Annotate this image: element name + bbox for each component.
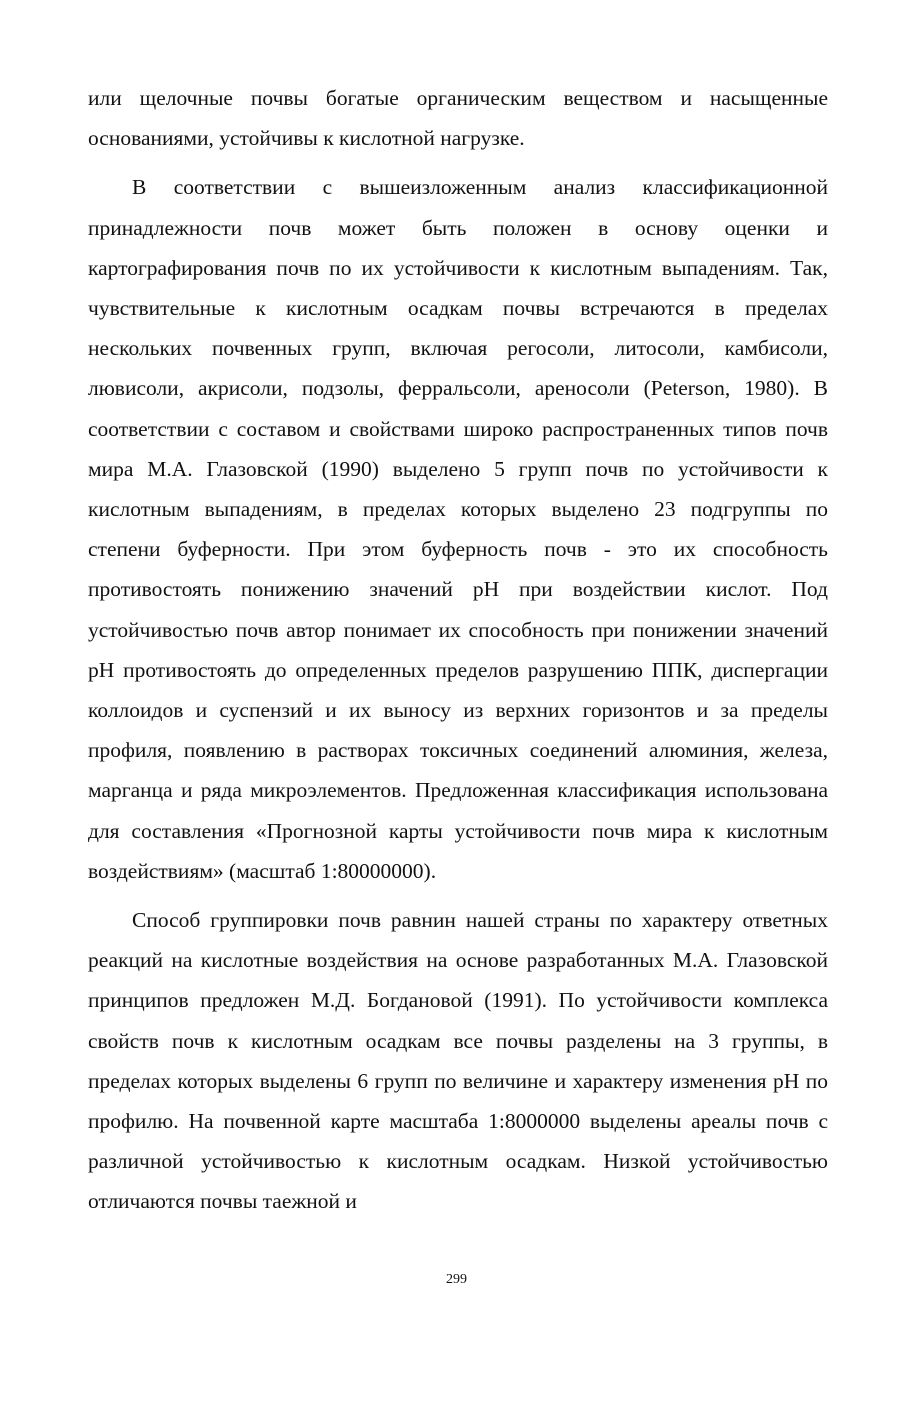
paragraph-classification-analysis: В соответствии с вышеизложенным анализ классификационной принадлежности почв может быть положен в основу оценки и картографирования почв по их устойчивости к кислотным выпадениям. Так, чувствительные к кислотным осадкам почвы встречаются в пределах нескольких почвенных групп, включая регосоли, литосоли, камбисоли, лювисоли, акрисоли, подзолы, ферральсоли, ареносоли (Peterson, 1980). В соответствии с составом и свойствами широко распространенных типов почв мира М.А. Глазовской (1990) выделено 5 групп почв по устойчивости к кислотным выпадениям, в пределах которых выделено 23 подгруппы по степени буферности. При этом буферность почв - это их способность противостоять понижению значений pH при воздействии кислот. Под устойчивостью почв автор понимает их способность при понижении значений pH противостоять до определенных пределов разрушению ППК, диспергации коллоидов и суспензий и их выносу из верхних горизонтов и за пределы профиля, появлению в растворах токсичных соединений алюминия, железа, марганца и ряда микроэлементов. Предложенная классификация использована для составления «Прогнозной карты устойчивости почв мира к кислотным воздействиям» (масштаб 1:80000000).	[88, 175, 828, 883]
paragraph-grouping-method: Способ группировки почв равнин нашей страны по характеру ответных реакций на кислотные воздействия на основе разработанных М.А. Глазовской принципов предложен М.Д. Богдановой (1991). По устойчивости комплекса свойств почв к кислотным осадкам все почвы разделены на 3 группы, в пределах которых выделены 6 групп по величине и характеру изменения pH по профилю. На почвенной карте масштаба 1:8000000 выделены ареалы почв с различной устойчивостью к кислотным осадкам. Низкой устойчивостью отличаются почвы таежной и	[88, 908, 828, 1214]
paragraph-spacer	[88, 891, 828, 900]
paragraph-continuation: или щелочные почвы богатые органическим веществом и насыщенные основаниями, устойчивы к кислотной нагрузке.	[88, 86, 828, 151]
paragraph-spacer	[88, 158, 828, 167]
body-text	[88, 78, 828, 1222]
page-number: 299	[446, 1272, 467, 1287]
